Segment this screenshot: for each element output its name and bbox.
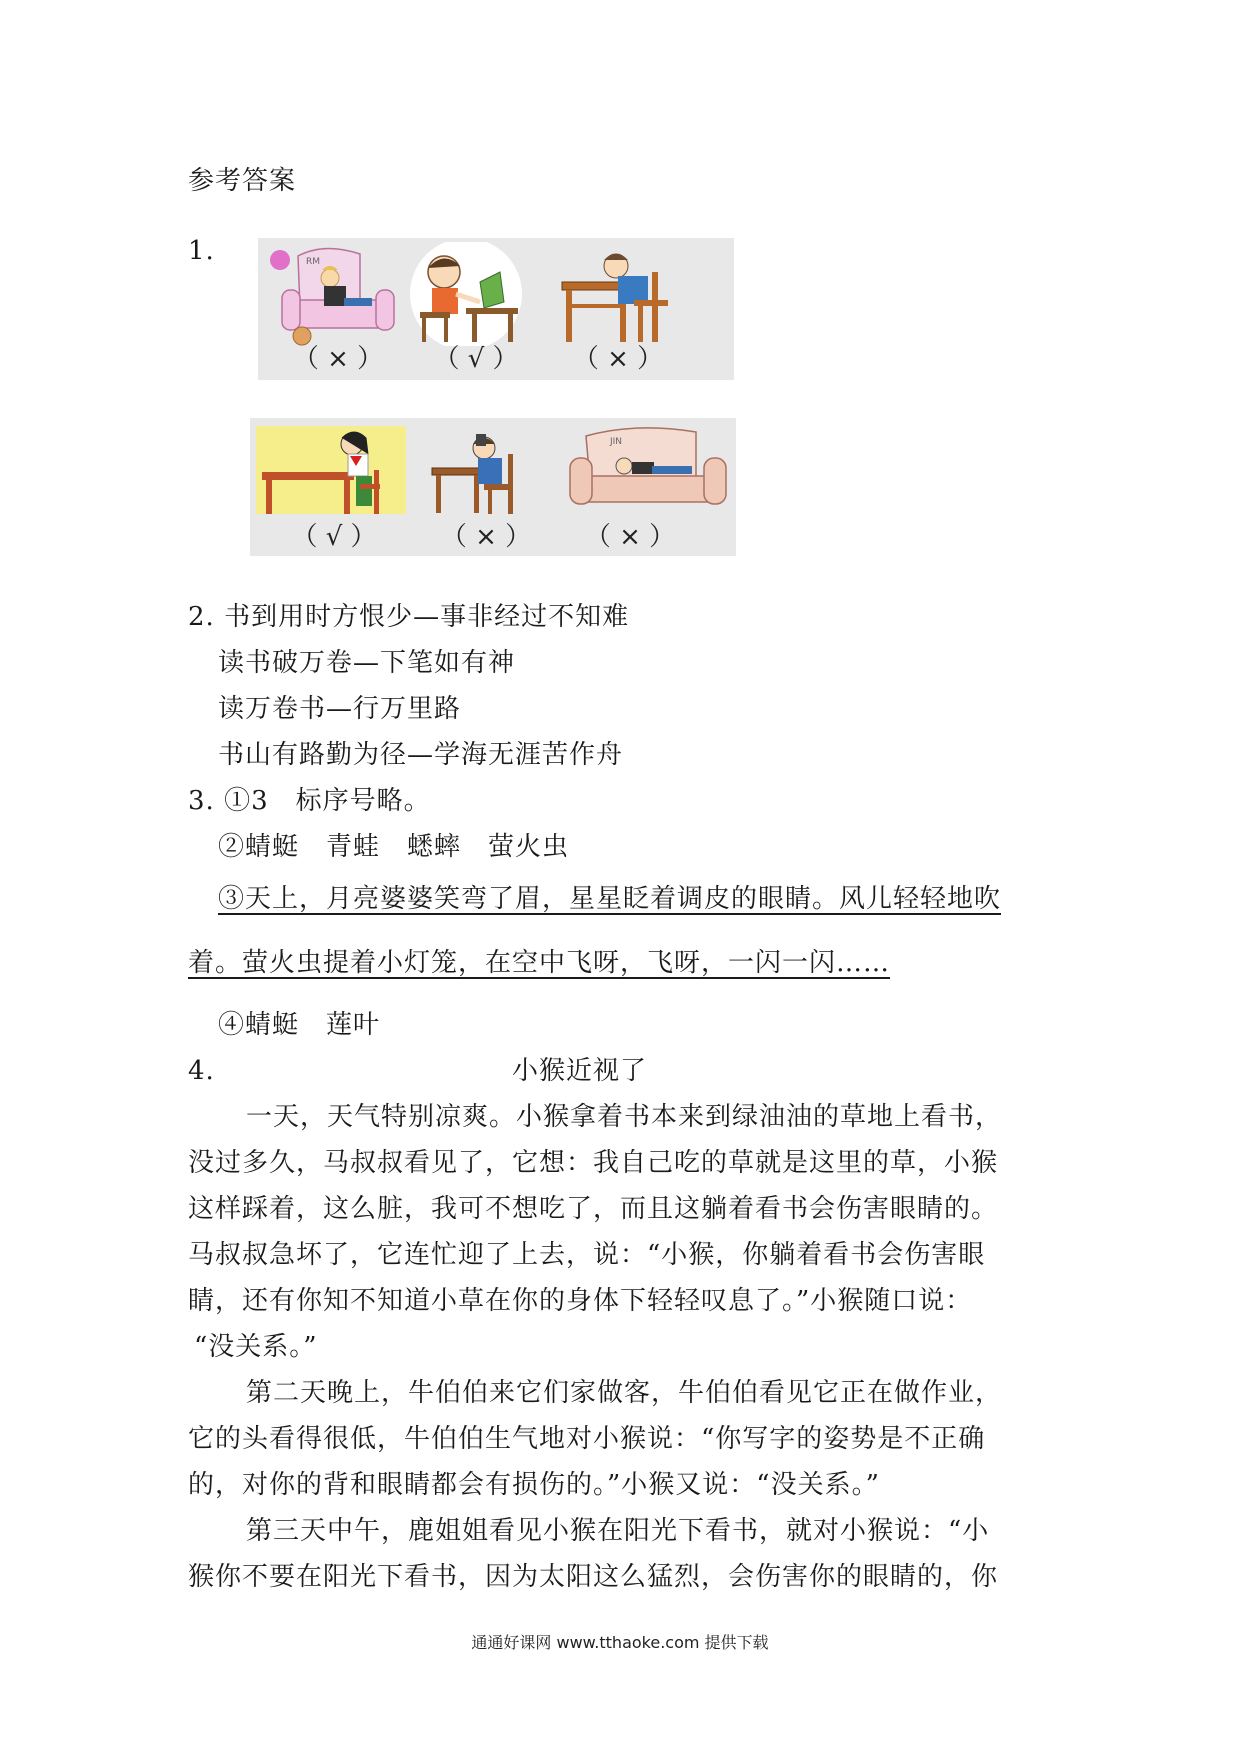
q4-story-line-3: 这样踩着，这么脏，我可不想吃了，而且这躺着看书会伤害眼睛的。 bbox=[188, 1194, 999, 1224]
q4-number: 4. bbox=[188, 1056, 215, 1086]
section-title: 参考答案 bbox=[188, 166, 297, 196]
sofa-lying-picture bbox=[566, 422, 730, 514]
q3-line-3: ③天上，月亮婆婆笑弯了眉，星星眨着调皮的眼睛。风儿轻轻地吹 bbox=[218, 884, 1002, 914]
q4-story-line-6: “没关系。” bbox=[194, 1332, 318, 1362]
q1-image-row-1 bbox=[258, 238, 734, 380]
q1-image-row-2 bbox=[250, 418, 736, 556]
sofa-reading-picture bbox=[264, 242, 398, 346]
q2-line-3: 读万卷书—行万里路 bbox=[218, 694, 462, 724]
q4-story-line-4: 马叔叔急坏了，它连忙迎了上去，说：“小猴，你躺着看书会伤害眼 bbox=[188, 1240, 986, 1270]
q4-story-line-10: 第三天中午，鹿姐姐看见小猴在阳光下看书，就对小猴说：“小 bbox=[246, 1516, 990, 1546]
q1-mark-4: （ √ ） bbox=[291, 522, 377, 552]
q4-story-line-9: 的，对你的背和眼睛都会有损伤的。”小猴又说：“没关系。” bbox=[188, 1470, 880, 1500]
q1-mark-5: （ × ） bbox=[440, 522, 532, 552]
q2-line-1: 2. 书到用时方恨少—事非经过不知难 bbox=[188, 602, 630, 632]
q2-line-2: 读书破万卷—下笔如有神 bbox=[218, 648, 516, 678]
chair-label-jin: JIN bbox=[610, 437, 623, 447]
q4-story-line-2: 没过多久，马叔叔看见了，它想：我自己吃的草就是这里的草，小猴 bbox=[188, 1148, 999, 1178]
q1-mark-2: （ √ ） bbox=[433, 344, 519, 374]
q4-story-line-1: 一天，天气特别凉爽。小猴拿着书本来到绿油油的草地上看书， bbox=[246, 1102, 1003, 1132]
girl-writing-picture bbox=[256, 426, 406, 514]
q4-story-line-7: 第二天晚上，牛伯伯来它们家做客，牛伯伯看见它正在做作业， bbox=[246, 1378, 1003, 1408]
page-footer: 通通好课网 www.tthaoke.com 提供下载 bbox=[471, 1633, 769, 1652]
q4-story-line-8: 它的头看得很低，牛伯伯生气地对小猴说：“你写字的姿势是不正确 bbox=[188, 1424, 986, 1454]
desk-reading-upright-picture bbox=[408, 242, 526, 346]
q4-story-line-5: 睛，还有你知不知道小草在你的身体下轻轻叹息了。”小猴随口说： bbox=[188, 1286, 973, 1316]
q3-line-1: 3. ①3 标序号略。 bbox=[188, 786, 431, 816]
q1-mark-3: （ × ） bbox=[572, 344, 664, 374]
chair-label-rm: RM bbox=[306, 257, 321, 267]
desk-reading-head-down-picture bbox=[556, 242, 680, 346]
question-1-number: 1. bbox=[188, 236, 215, 266]
q1-mark-6: （ × ） bbox=[584, 522, 676, 552]
q4-story-line-11: 猴你不要在阳光下看书，因为太阳这么猛烈，会伤害你的眼睛的，你 bbox=[188, 1562, 999, 1592]
q3-line-2: ②蜻蜓 青蛙 蟋蟀 萤火虫 bbox=[218, 832, 570, 862]
q2-line-4: 书山有路勤为径—学海无涯苦作舟 bbox=[218, 740, 624, 770]
q3-line-5: ④蜻蜓 莲叶 bbox=[218, 1010, 381, 1040]
desk-book-close-picture bbox=[428, 426, 538, 514]
q1-mark-1: （ × ） bbox=[292, 344, 384, 374]
q3-line-4: 着。萤火虫提着小灯笼，在空中飞呀，飞呀，一闪一闪…… bbox=[188, 948, 891, 978]
q4-story-title: 小猴近视了 bbox=[512, 1056, 648, 1086]
